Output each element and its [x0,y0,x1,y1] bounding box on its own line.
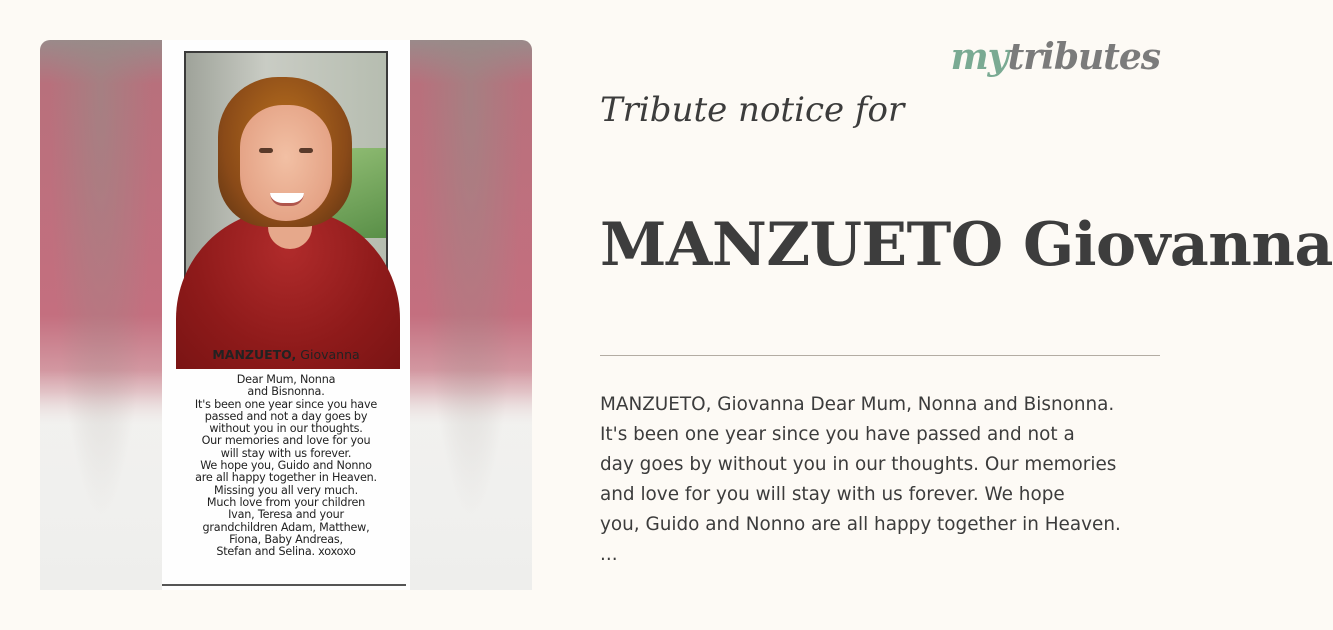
notice-card [40,40,532,590]
deceased-name-title: MANZUETO Giovanna [600,210,1333,280]
blurred-background-left [40,40,162,590]
notice-surname: MANZUETO, [212,347,297,362]
notice-name [162,347,410,362]
photo-eye-right [299,148,313,153]
blurred-background-right [410,40,532,590]
notice-bottom-rule [162,584,406,586]
divider [600,355,1160,356]
notice-given-name: Giovanna [300,347,360,362]
subtitle: Tribute notice for [600,90,905,130]
mytributes-logo[interactable] [951,36,1160,78]
portrait-photo [184,51,388,331]
tribute-excerpt: MANZUETO, Giovanna Dear Mum, Nonna and Bisnonna. It's been one year since you have passed and not a day goes by without you in our thoughts. Our memories and love for you will stay with us forever. We hope you, Guido and Nonno are all happy together in Heaven. ... [600,394,1121,565]
notice-text: Dear Mum, Nonna and Bisnonna. It's been one year since you have passed and not a day goes by without you in our thoughts. Our memories and love for you will stay with us forever. We hope you, Guido and Nonno are all happy together in Heaven. Missing you all very much. Much love from your children Ivan, Teresa and your grandchildren Adam, Matthew, Fiona, Baby Andreas, Stefan and Selina. xoxoxo [194,373,378,559]
notice-image [162,40,410,590]
logo-part-tributes: tributes [1007,36,1160,78]
logo-part-my: my [950,36,1008,78]
photo-eye-left [259,148,273,153]
